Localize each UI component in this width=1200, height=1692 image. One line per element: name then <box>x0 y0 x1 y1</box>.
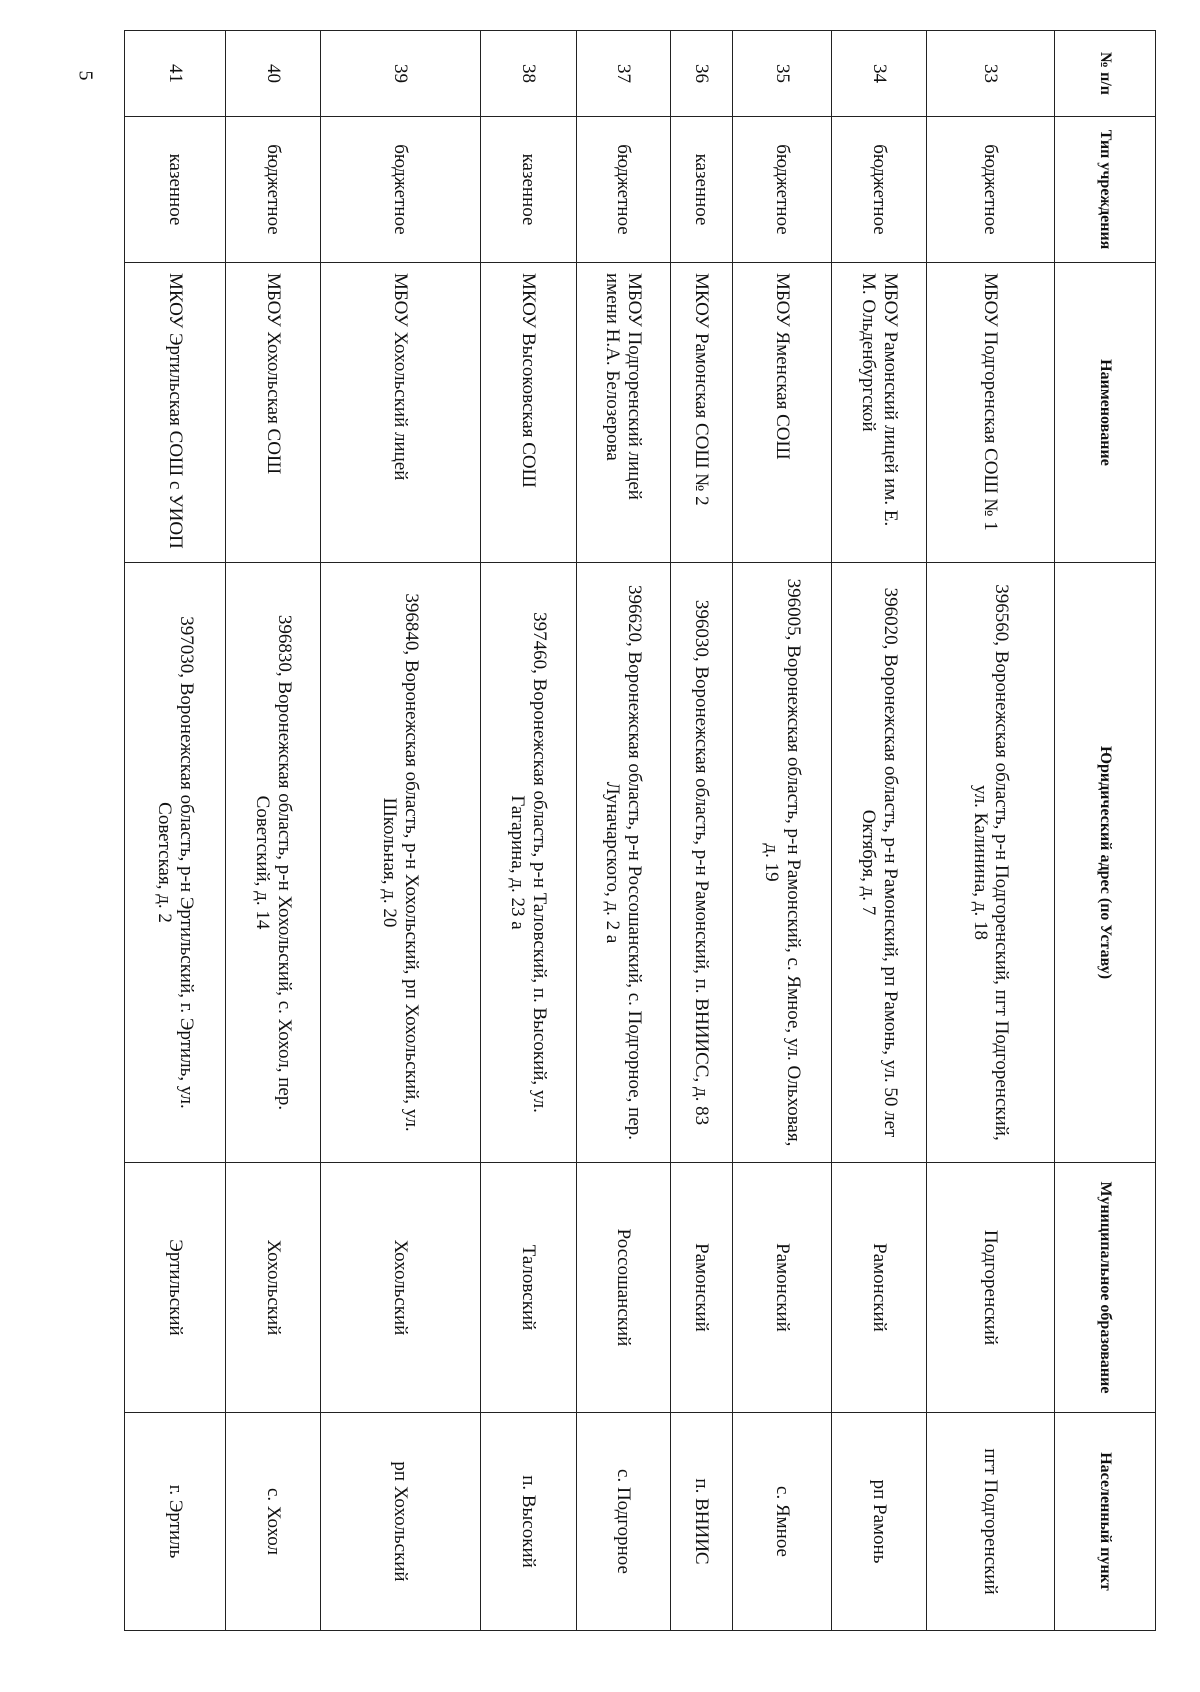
table-row <box>576 31 670 1631</box>
page-number: 5 <box>74 70 97 81</box>
cell-type: казенное <box>480 117 576 263</box>
header-name: Наименование <box>1055 263 1156 563</box>
cell-settlement: с. Хохол <box>225 1413 320 1631</box>
cell-name: МБОУ Подгоренский лицей имени Н.А. Белозерова <box>576 263 670 563</box>
cell-municipality: Рамонский <box>831 1163 926 1413</box>
cell-num: 39 <box>320 31 480 117</box>
cell-type: бюджетное <box>320 117 480 263</box>
table-row <box>831 31 926 1631</box>
cell-type: бюджетное <box>733 117 831 263</box>
header-address: Юридический адрес (по Уставу) <box>1055 563 1156 1163</box>
header-row <box>1055 31 1156 1631</box>
cell-municipality: Таловский <box>480 1163 576 1413</box>
cell-address: 396840, Воронежская область, р-н Хохольский, рп Хохольский, ул. Школьная, д. 20 <box>320 563 480 1163</box>
cell-type: казенное <box>125 117 226 263</box>
cell-type: казенное <box>670 117 733 263</box>
cell-name: МБОУ Хохольская СОШ <box>225 263 320 563</box>
cell-settlement: г. Эртиль <box>125 1413 226 1631</box>
cell-name: МКОУ Высоковская СОШ <box>480 263 576 563</box>
cell-type: бюджетное <box>576 117 670 263</box>
header-type: Тип учреждения <box>1055 117 1156 263</box>
header-settlement: Населенный пункт <box>1055 1413 1156 1631</box>
cell-address: 396005, Воронежская область, р-н Рамонский, с. Ямное, ул. Ольховая, д. 19 <box>733 563 831 1163</box>
cell-municipality: Рамонский <box>733 1163 831 1413</box>
cell-name: МБОУ Хохольский лицей <box>320 263 480 563</box>
table-row <box>125 31 226 1631</box>
cell-settlement: п. ВНИИС <box>670 1413 733 1631</box>
cell-municipality: Россошанский <box>576 1163 670 1413</box>
cell-address: 397460, Воронежская область, р-н Таловский, п. Высокий, ул. Гагарина, д. 23 а <box>480 563 576 1163</box>
cell-num: 41 <box>125 31 226 117</box>
table-row <box>926 31 1055 1631</box>
header-num: № п/п <box>1055 31 1156 117</box>
cell-num: 40 <box>225 31 320 117</box>
cell-municipality: Хохольский <box>320 1163 480 1413</box>
cell-type: бюджетное <box>225 117 320 263</box>
cell-municipality: Хохольский <box>225 1163 320 1413</box>
cell-name: МБОУ Подгоренская СОШ № 1 <box>926 263 1055 563</box>
table-row <box>320 31 480 1631</box>
cell-num: 33 <box>926 31 1055 117</box>
cell-address: 396830, Воронежская область, р-н Хохольский, с. Хохол, пер. Советский, д. 14 <box>225 563 320 1163</box>
table-row <box>733 31 831 1631</box>
cell-name: МКОУ Рамонская СОШ № 2 <box>670 263 733 563</box>
cell-num: 35 <box>733 31 831 117</box>
cell-municipality: Эртильский <box>125 1163 226 1413</box>
cell-num: 37 <box>576 31 670 117</box>
header-municipality: Муниципальное образование <box>1055 1163 1156 1413</box>
document-table-wrapper <box>124 30 1156 1630</box>
cell-settlement: пгт Подгоренский <box>926 1413 1055 1631</box>
cell-settlement: с. Подгорное <box>576 1413 670 1631</box>
table-row <box>225 31 320 1631</box>
schools-table <box>124 30 1156 1631</box>
cell-settlement: п. Высокий <box>480 1413 576 1631</box>
cell-settlement: рп Рамонь <box>831 1413 926 1631</box>
cell-name: МБОУ Яменская СОШ <box>733 263 831 563</box>
cell-settlement: с. Ямное <box>733 1413 831 1631</box>
cell-municipality: Рамонский <box>670 1163 733 1413</box>
cell-address: 397030, Воронежская область, р-н Эртильский, г. Эртиль, ул. Советская, д. 2 <box>125 563 226 1163</box>
cell-address: 396030, Воронежская область, р-н Рамонский, п. ВНИИСС, д. 83 <box>670 563 733 1163</box>
cell-address: 396020, Воронежская область, р-н Рамонский, рп Рамонь, ул. 50 лет Октября, д. 7 <box>831 563 926 1163</box>
cell-settlement: рп Хохольский <box>320 1413 480 1631</box>
cell-name: МБОУ Рамонский лицей им. Е. М. Ольденбургской <box>831 263 926 563</box>
cell-num: 36 <box>670 31 733 117</box>
rotated-table-container <box>124 30 1156 1630</box>
cell-num: 34 <box>831 31 926 117</box>
cell-type: бюджетное <box>926 117 1055 263</box>
cell-address: 396620, Воронежская область, р-н Россошанский, с. Подгорное, пер. Луначарского, д. 2 а <box>576 563 670 1163</box>
cell-type: бюджетное <box>831 117 926 263</box>
cell-address: 396560, Воронежская область, р-н Подгоренский, пгт Подгоренский, ул. Калинина, д. 18 <box>926 563 1055 1163</box>
cell-num: 38 <box>480 31 576 117</box>
cell-municipality: Подгоренский <box>926 1163 1055 1413</box>
table-row <box>670 31 733 1631</box>
table-row <box>480 31 576 1631</box>
cell-name: МКОУ Эртильская СОШ с УИОП <box>125 263 226 563</box>
